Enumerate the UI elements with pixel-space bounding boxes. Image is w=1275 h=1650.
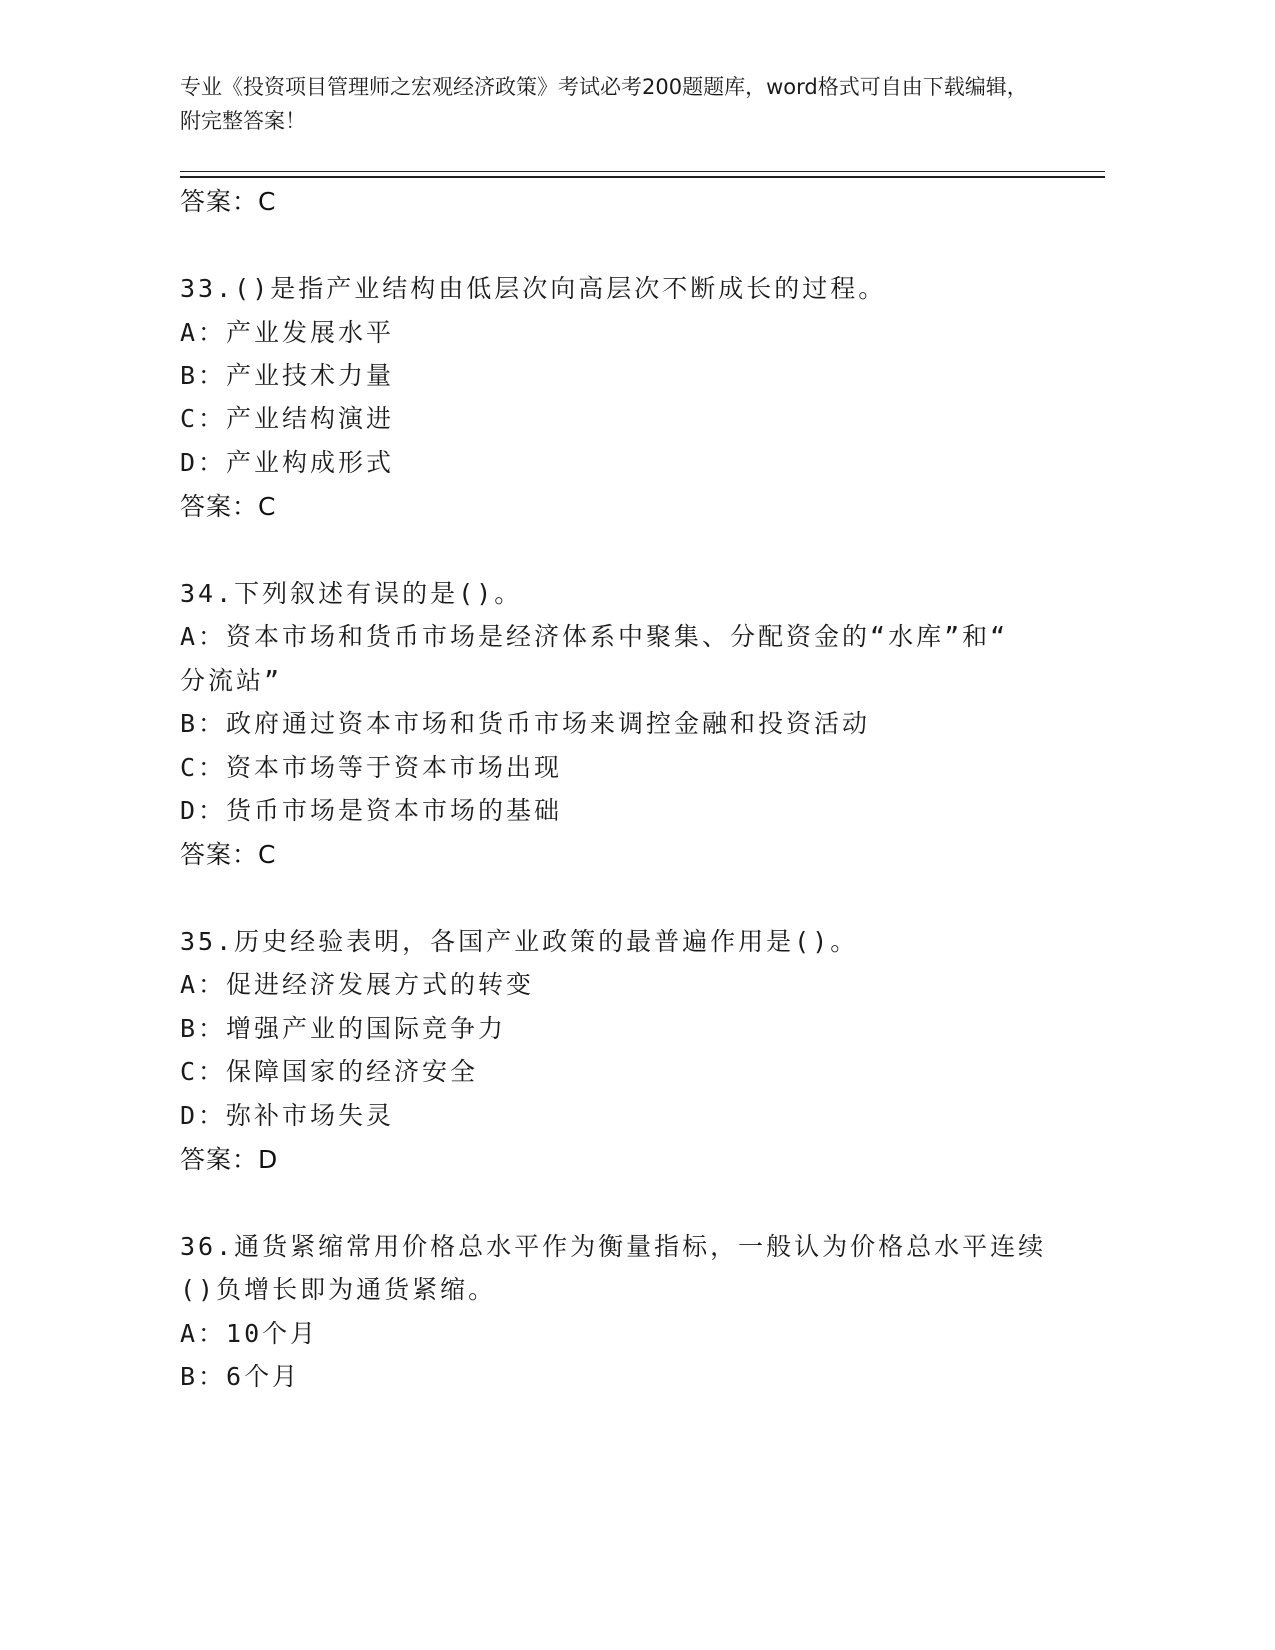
option-b: B：政府通过资本市场和货币市场来调控金融和投资活动 (180, 709, 871, 738)
question-stem: 36.通货紧缩常用价格总水平作为衡量指标，一般认为价格总水平连续 (180, 1232, 1047, 1261)
option-d: D：弥补市场失灵 (180, 1101, 395, 1130)
option-c: C：保障国家的经济安全 (180, 1057, 479, 1086)
option-c: C：产业结构演进 (180, 404, 395, 433)
question-stem-continued: ()负增长即为通货紧缩。 (180, 1275, 497, 1304)
option-a-continued: 分流站” (180, 666, 283, 695)
answer-line: 答案：D (180, 1145, 279, 1174)
option-a: A：10个月 (180, 1319, 319, 1348)
option-b: B：增强产业的国际竞争力 (180, 1014, 507, 1043)
answer-line: 答案：C (180, 187, 277, 216)
question-stem: 34.下列叙述有误的是()。 (180, 579, 523, 608)
option-a: A：产业发展水平 (180, 318, 395, 347)
option-b: B：产业技术力量 (180, 361, 395, 390)
option-b: B：6个月 (180, 1362, 301, 1391)
option-c: C：资本市场等于资本市场出现 (180, 753, 563, 782)
document-header: 专业《投资项目管理师之宏观经济政策》考试必考200题题库，word格式可自由下载编辑，附完整答案！ (180, 75, 1028, 133)
question-stem: 33.()是指产业结构由低层次向高层次不断成长的过程。 (180, 274, 887, 303)
option-a: A：资本市场和货币市场是经济体系中聚集、分配资金的“水库”和“ (180, 622, 1009, 651)
header-rule-thick (180, 176, 1105, 178)
option-a: A：促进经济发展方式的转变 (180, 970, 535, 999)
option-d: D：产业构成形式 (180, 448, 395, 477)
question-stem: 35.历史经验表明，各国产业政策的最普遍作用是()。 (180, 927, 859, 956)
header-rule-thin (180, 171, 1105, 172)
answer-line: 答案：C (180, 840, 277, 869)
answer-line: 答案：C (180, 492, 277, 521)
option-d: D：货币市场是资本市场的基础 (180, 796, 563, 825)
